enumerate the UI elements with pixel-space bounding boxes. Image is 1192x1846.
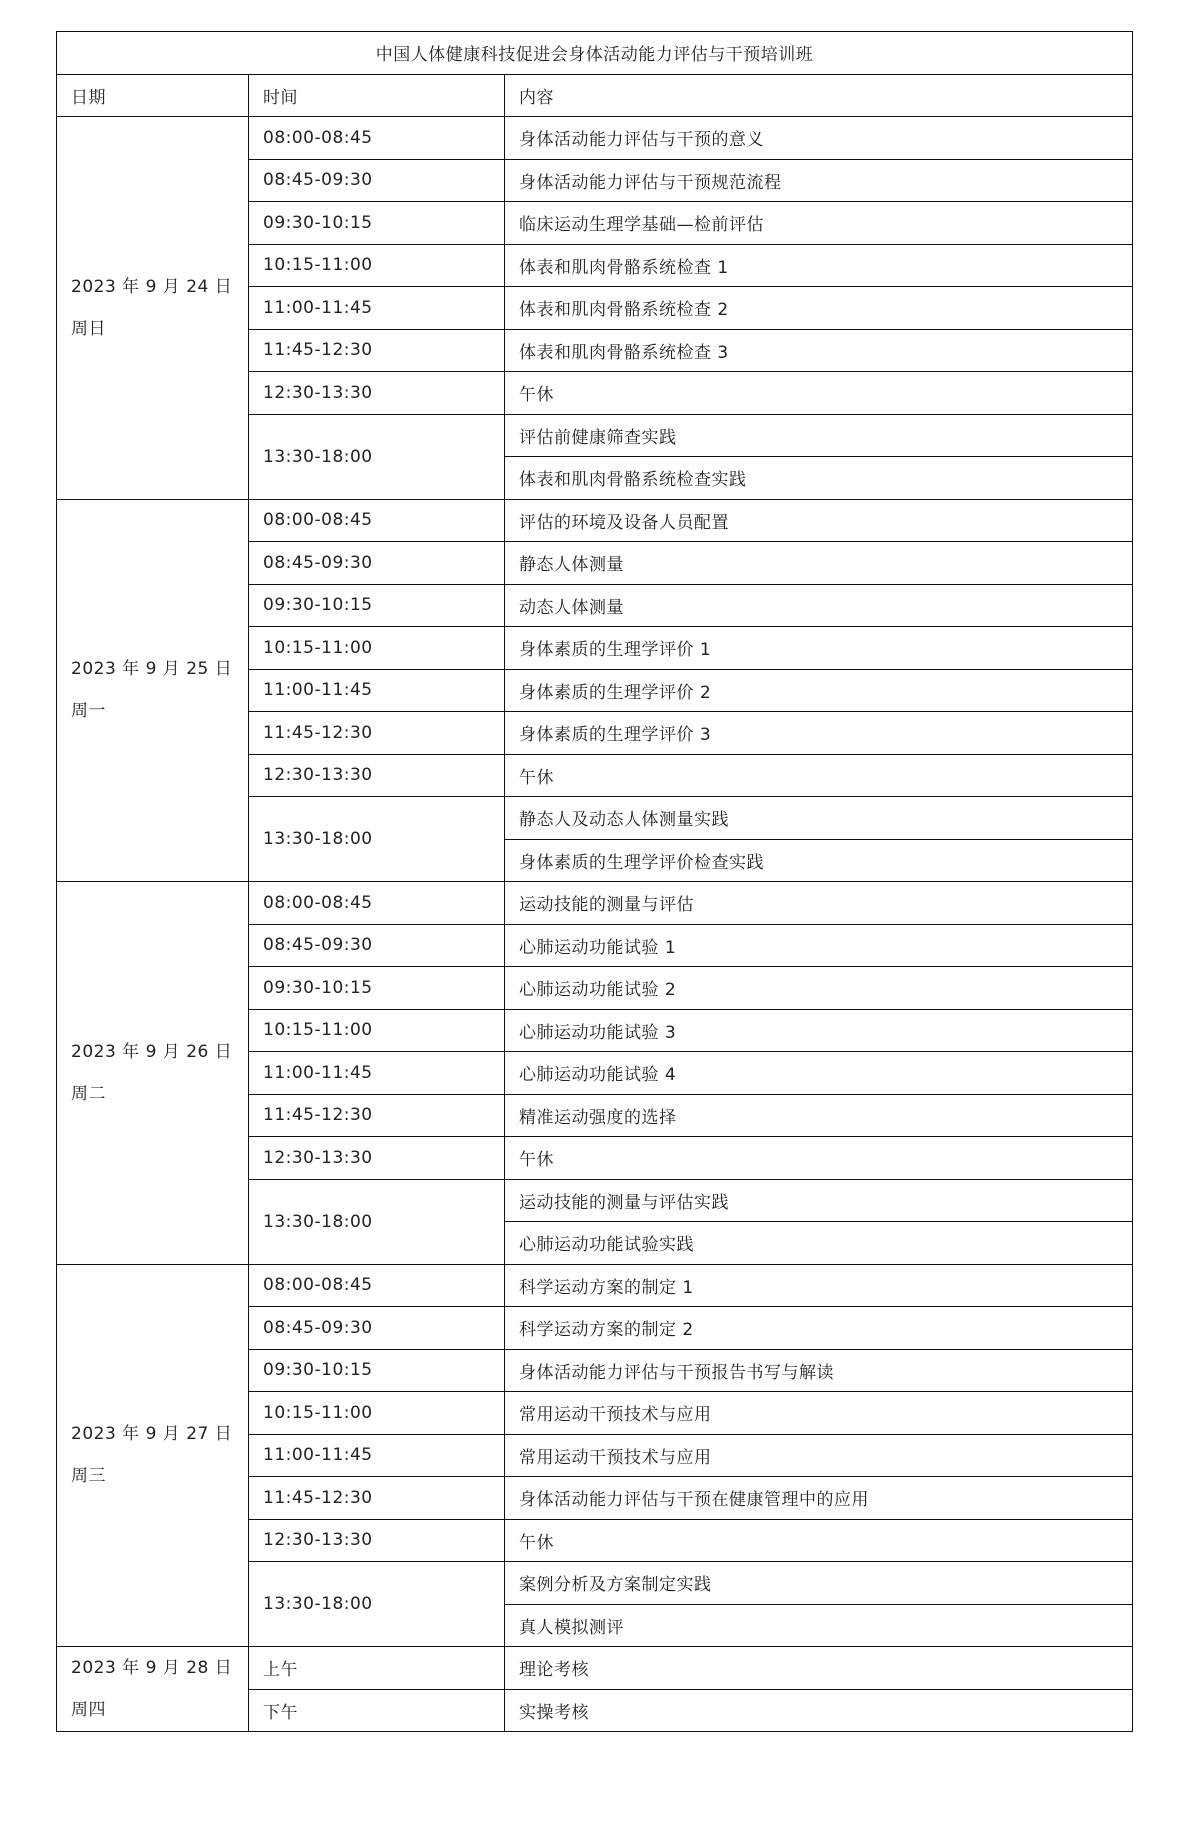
date-cell bbox=[57, 882, 249, 1265]
content-cell: 理论考核 bbox=[505, 1647, 1133, 1690]
time-cell: 08:00-08:45 bbox=[249, 117, 505, 160]
time-cell: 13:30-18:00 bbox=[249, 1179, 505, 1264]
time-cell: 09:30-10:15 bbox=[249, 584, 505, 627]
content-cell: 运动技能的测量与评估 bbox=[505, 882, 1133, 925]
time-cell: 12:30-13:30 bbox=[249, 754, 505, 797]
content-cell: 心肺运动功能试验 1 bbox=[505, 924, 1133, 967]
content-cell: 静态人体测量 bbox=[505, 542, 1133, 585]
table-row bbox=[57, 882, 1133, 925]
time-cell: 13:30-18:00 bbox=[249, 797, 505, 882]
time-cell: 10:15-11:00 bbox=[249, 627, 505, 670]
table-title: 中国人体健康科技促进会身体活动能力评估与干预培训班 bbox=[57, 32, 1133, 75]
content-cell: 科学运动方案的制定 1 bbox=[505, 1264, 1133, 1307]
date-cell bbox=[57, 1264, 249, 1647]
content-cell: 临床运动生理学基础—检前评估 bbox=[505, 202, 1133, 245]
content-cell: 午休 bbox=[505, 1137, 1133, 1180]
content-cell: 动态人体测量 bbox=[505, 584, 1133, 627]
content-cell: 心肺运动功能试验 2 bbox=[505, 967, 1133, 1010]
time-cell: 09:30-10:15 bbox=[249, 202, 505, 245]
content-cell: 身体素质的生理学评价 1 bbox=[505, 627, 1133, 670]
content-cell: 身体素质的生理学评价检查实践 bbox=[505, 839, 1133, 882]
time-cell: 10:15-11:00 bbox=[249, 1392, 505, 1435]
content-cell: 午休 bbox=[505, 1519, 1133, 1562]
time-cell: 08:45-09:30 bbox=[249, 924, 505, 967]
weekday-text: 周日 bbox=[71, 318, 106, 339]
time-cell: 09:30-10:15 bbox=[249, 967, 505, 1010]
content-cell: 午休 bbox=[505, 754, 1133, 797]
time-cell: 11:00-11:45 bbox=[249, 669, 505, 712]
content-cell: 心肺运动功能试验 4 bbox=[505, 1052, 1133, 1095]
content-cell: 午休 bbox=[505, 372, 1133, 415]
content-cell: 体表和肌肉骨骼系统检查 2 bbox=[505, 287, 1133, 330]
content-cell: 身体活动能力评估与干预的意义 bbox=[505, 117, 1133, 160]
content-cell: 身体活动能力评估与干预规范流程 bbox=[505, 159, 1133, 202]
time-cell: 10:15-11:00 bbox=[249, 244, 505, 287]
content-cell: 体表和肌肉骨骼系统检查实践 bbox=[505, 457, 1133, 500]
header-row bbox=[57, 74, 1133, 117]
content-cell: 运动技能的测量与评估实践 bbox=[505, 1179, 1133, 1222]
time-cell: 11:00-11:45 bbox=[249, 287, 505, 330]
time-cell: 08:45-09:30 bbox=[249, 159, 505, 202]
time-cell: 08:45-09:30 bbox=[249, 1307, 505, 1350]
content-cell: 真人模拟测评 bbox=[505, 1604, 1133, 1647]
time-cell: 13:30-18:00 bbox=[249, 414, 505, 499]
time-cell: 11:00-11:45 bbox=[249, 1434, 505, 1477]
header-date: 日期 bbox=[57, 74, 249, 117]
weekday-text: 周一 bbox=[71, 701, 106, 722]
table-row bbox=[57, 117, 1133, 160]
time-cell: 11:00-11:45 bbox=[249, 1052, 505, 1095]
table-row bbox=[57, 1264, 1133, 1307]
content-cell: 评估前健康筛查实践 bbox=[505, 414, 1133, 457]
content-cell: 心肺运动功能试验实践 bbox=[505, 1222, 1133, 1265]
content-cell: 评估的环境及设备人员配置 bbox=[505, 499, 1133, 542]
date-text: 2023 年 9 月 26 日 bbox=[71, 1041, 233, 1062]
date-text: 2023 年 9 月 28 日 bbox=[71, 1658, 233, 1678]
content-cell: 身体素质的生理学评价 2 bbox=[505, 669, 1133, 712]
date-cell bbox=[57, 499, 249, 882]
time-cell: 09:30-10:15 bbox=[249, 1349, 505, 1392]
time-cell: 12:30-13:30 bbox=[249, 1519, 505, 1562]
content-cell: 科学运动方案的制定 2 bbox=[505, 1307, 1133, 1350]
time-cell: 08:45-09:30 bbox=[249, 542, 505, 585]
content-cell: 体表和肌肉骨骼系统检查 3 bbox=[505, 329, 1133, 372]
time-cell: 13:30-18:00 bbox=[249, 1562, 505, 1647]
title-row bbox=[57, 32, 1133, 75]
weekday-text: 周三 bbox=[71, 1466, 106, 1487]
content-cell: 常用运动干预技术与应用 bbox=[505, 1392, 1133, 1435]
content-cell: 身体活动能力评估与干预在健康管理中的应用 bbox=[505, 1477, 1133, 1520]
header-content: 内容 bbox=[505, 74, 1133, 117]
time-cell: 08:00-08:45 bbox=[249, 882, 505, 925]
content-cell: 常用运动干预技术与应用 bbox=[505, 1434, 1133, 1477]
date-cell bbox=[57, 1647, 249, 1732]
time-cell: 上午 bbox=[249, 1647, 505, 1690]
content-cell: 实操考核 bbox=[505, 1689, 1133, 1732]
time-cell: 12:30-13:30 bbox=[249, 1137, 505, 1180]
schedule-table bbox=[56, 31, 1133, 1732]
weekday-text: 周四 bbox=[71, 1700, 106, 1720]
content-cell: 身体活动能力评估与干预报告书写与解读 bbox=[505, 1349, 1133, 1392]
time-cell: 08:00-08:45 bbox=[249, 499, 505, 542]
date-text: 2023 年 9 月 27 日 bbox=[71, 1424, 233, 1445]
table-row bbox=[57, 499, 1133, 542]
content-cell: 心肺运动功能试验 3 bbox=[505, 1009, 1133, 1052]
date-text: 2023 年 9 月 25 日 bbox=[71, 659, 233, 680]
content-cell: 静态人及动态人体测量实践 bbox=[505, 797, 1133, 840]
header-time: 时间 bbox=[249, 74, 505, 117]
content-cell: 身体素质的生理学评价 3 bbox=[505, 712, 1133, 755]
time-cell: 11:45-12:30 bbox=[249, 1094, 505, 1137]
date-cell bbox=[57, 117, 249, 500]
content-cell: 精准运动强度的选择 bbox=[505, 1094, 1133, 1137]
time-cell: 08:00-08:45 bbox=[249, 1264, 505, 1307]
time-cell: 12:30-13:30 bbox=[249, 372, 505, 415]
time-cell: 11:45-12:30 bbox=[249, 712, 505, 755]
time-cell: 10:15-11:00 bbox=[249, 1009, 505, 1052]
schedule-body bbox=[57, 32, 1133, 1732]
content-cell: 案例分析及方案制定实践 bbox=[505, 1562, 1133, 1605]
date-text: 2023 年 9 月 24 日 bbox=[71, 276, 233, 297]
time-cell: 11:45-12:30 bbox=[249, 1477, 505, 1520]
table-row bbox=[57, 1647, 1133, 1690]
content-cell: 体表和肌肉骨骼系统检查 1 bbox=[505, 244, 1133, 287]
weekday-text: 周二 bbox=[71, 1083, 106, 1104]
time-cell: 11:45-12:30 bbox=[249, 329, 505, 372]
time-cell: 下午 bbox=[249, 1689, 505, 1732]
